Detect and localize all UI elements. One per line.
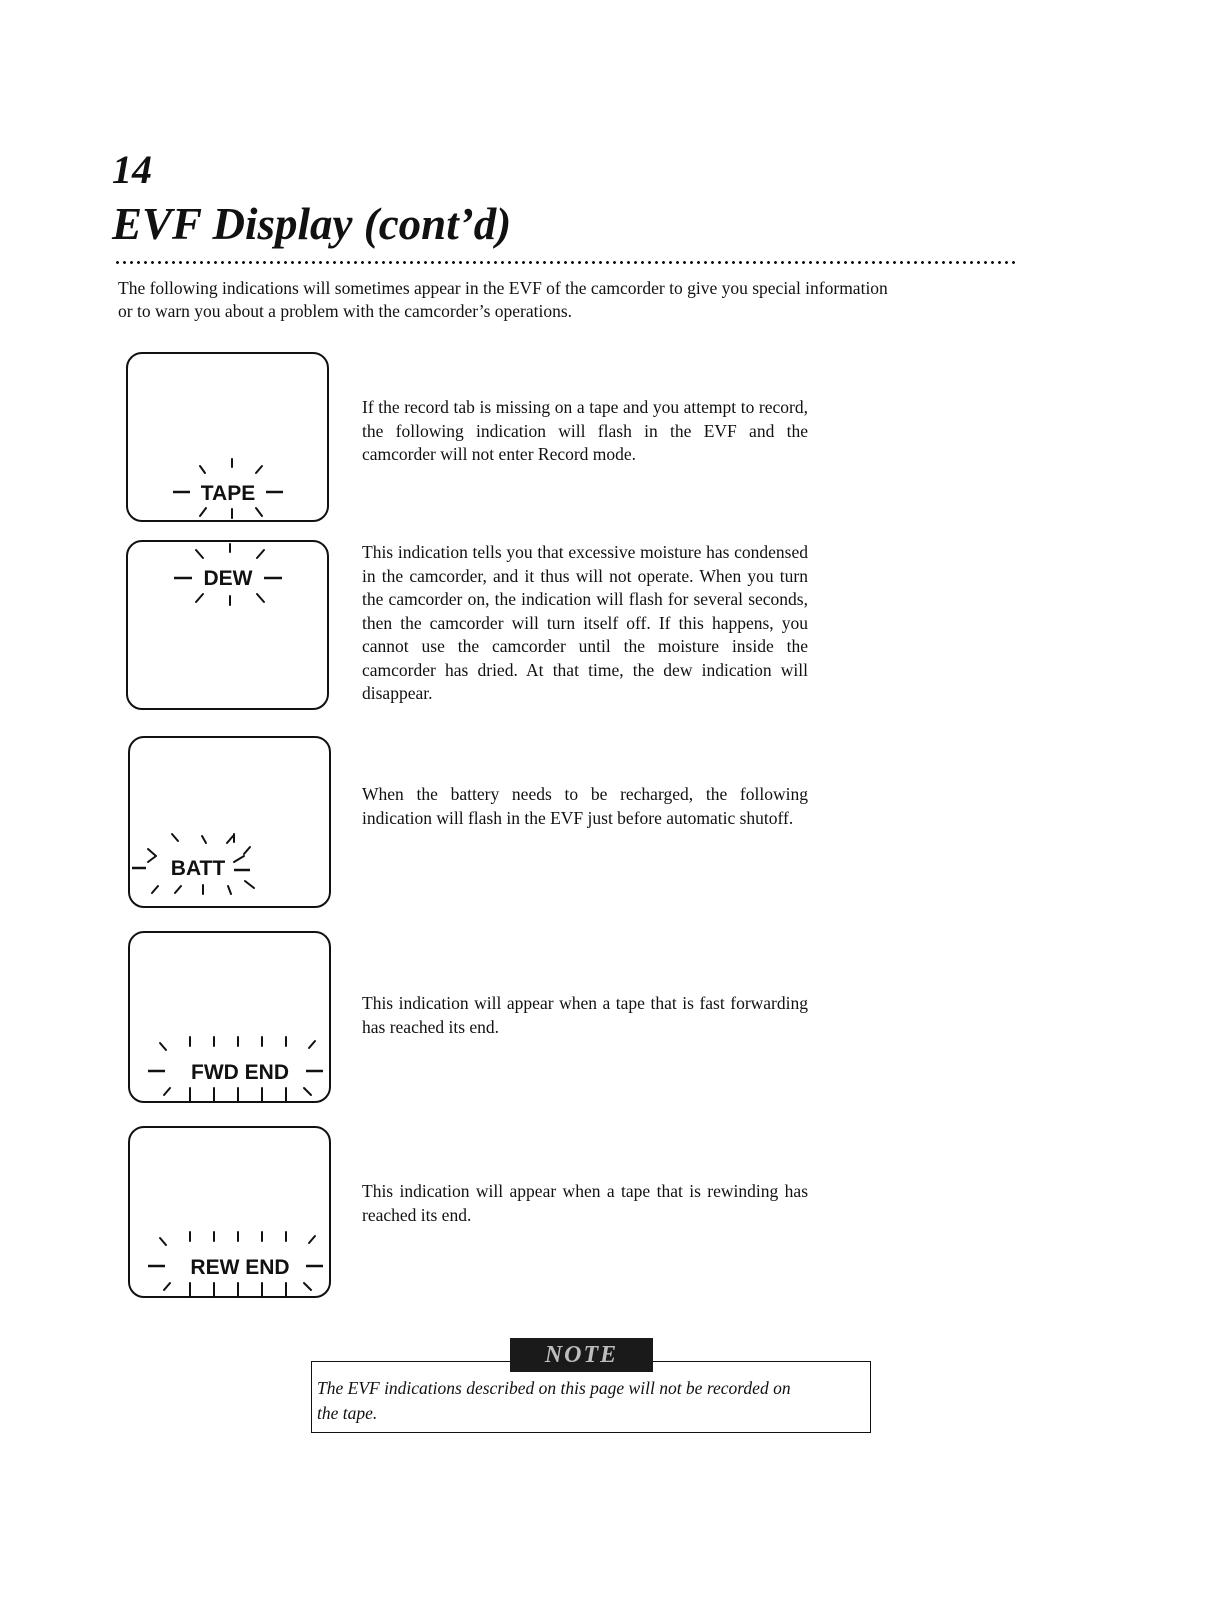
indication-label: DEW xyxy=(203,567,253,590)
description-batt: When the battery needs to be recharged, the following indication will flash in the EVF just before automatic shutoff. xyxy=(362,784,808,828)
flash-rays xyxy=(130,933,333,1105)
description-tape: If the record tab is missing on a tape and you attempt to record, the following indication will flash in the EVF and the camcorder will not enter Record mode. xyxy=(362,397,808,464)
indication-label: TAPE xyxy=(200,482,256,505)
description-rew-end: This indication will appear when a tape that is rewinding has reached its end. xyxy=(362,1181,808,1225)
evf-screen-dew xyxy=(126,540,329,710)
page-number: 14 xyxy=(112,147,152,192)
description-fwd-end: This indication will appear when a tape that is fast forwarding has reached its end. xyxy=(362,993,808,1037)
indication-label: BATT xyxy=(170,857,226,880)
dotted-divider xyxy=(114,260,1018,265)
indication-label: FWD END xyxy=(191,1061,289,1084)
intro-paragraph: The following indications will sometimes appear in the EVF of the camcorder to give you special information or to warn you about a problem with the camcorder’s operations. xyxy=(118,278,888,321)
flash-rays xyxy=(128,354,331,524)
evf-screen-rew-end xyxy=(128,1126,331,1298)
evf-screen-tape xyxy=(126,352,329,522)
description-dew: This indication tells you that excessive moisture has condensed in the camcorder, and it thus will not operate. When you turn the camcorder on, the indication will flash for several seconds, then the camcorder will turn itself off. If this happens, you cannot use the camcorder until the moisture inside the camcorder has dried. At that time, the dew indication will disappear. xyxy=(362,542,808,703)
note-text: The EVF indications described on this page will not be recorded on the tape. xyxy=(317,1378,791,1423)
page-title: EVF Display (cont’d) xyxy=(112,199,512,249)
flash-rays xyxy=(130,1128,333,1300)
evf-screen-batt xyxy=(128,736,331,908)
flash-rays xyxy=(130,738,333,910)
flash-rays xyxy=(128,542,331,712)
evf-screen-fwd-end xyxy=(128,931,331,1103)
indication-label: REW END xyxy=(190,1256,290,1279)
note-badge: NOTE xyxy=(510,1338,653,1372)
